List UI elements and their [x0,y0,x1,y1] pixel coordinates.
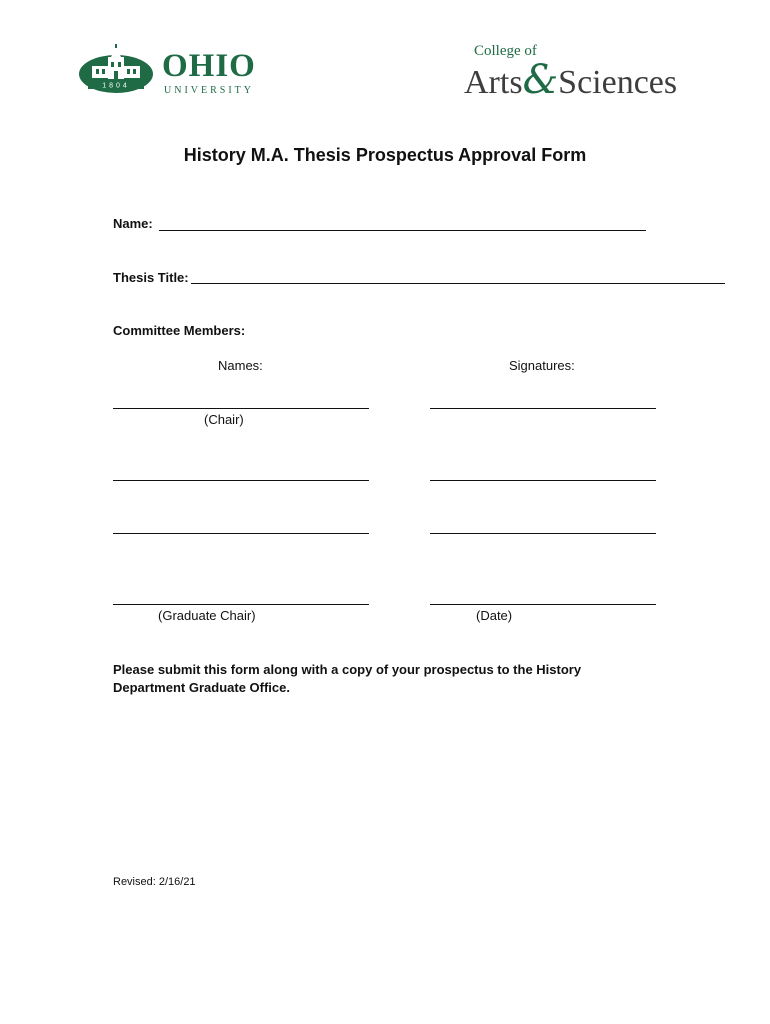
chair-caption: (Chair) [204,412,244,427]
form-title: History M.A. Thesis Prospectus Approval Form [183,145,587,165]
college-logo-amp: & [522,57,559,103]
member-3-name-line[interactable] [113,533,369,534]
ohio-university-logo [78,44,268,100]
thesis-title-label: Thesis Title: [113,270,189,285]
college-logo-main [464,57,678,103]
logo-wordmark: OHIO [162,48,256,84]
date-line[interactable] [430,604,656,605]
college-logo [464,42,694,102]
names-column-header: Names: [218,358,263,373]
name-label: Name: [113,216,153,231]
cutler-hall-emblem-icon [78,44,154,96]
chair-signature-line[interactable] [430,408,656,409]
graduate-chair-caption: (Graduate Chair) [158,608,256,623]
graduate-chair-line[interactable] [113,604,369,605]
college-logo-arts: Arts [464,64,523,101]
college-logo-sciences: Sciences [558,64,678,101]
committee-members-label: Committee Members: [113,323,246,338]
member-3-signature-line[interactable] [430,533,656,534]
logo-subtitle: UNIVERSITY [164,85,254,96]
chair-name-line[interactable] [113,408,369,409]
thesis-title-field-line[interactable] [191,283,725,284]
signatures-column-header: Signatures: [509,358,575,373]
revision-date: Revised: 2/16/21 [113,876,196,888]
date-caption: (Date) [476,608,513,623]
name-field-line[interactable] [159,230,646,231]
college-logo-line1: College of [474,43,537,59]
submission-instructions: Please submit this form along with a copy of your prospectus to the History Department Graduate Office. [113,662,582,695]
logo-year: 1804 [102,82,130,90]
member-2-signature-line[interactable] [430,480,656,481]
member-2-name-line[interactable] [113,480,369,481]
